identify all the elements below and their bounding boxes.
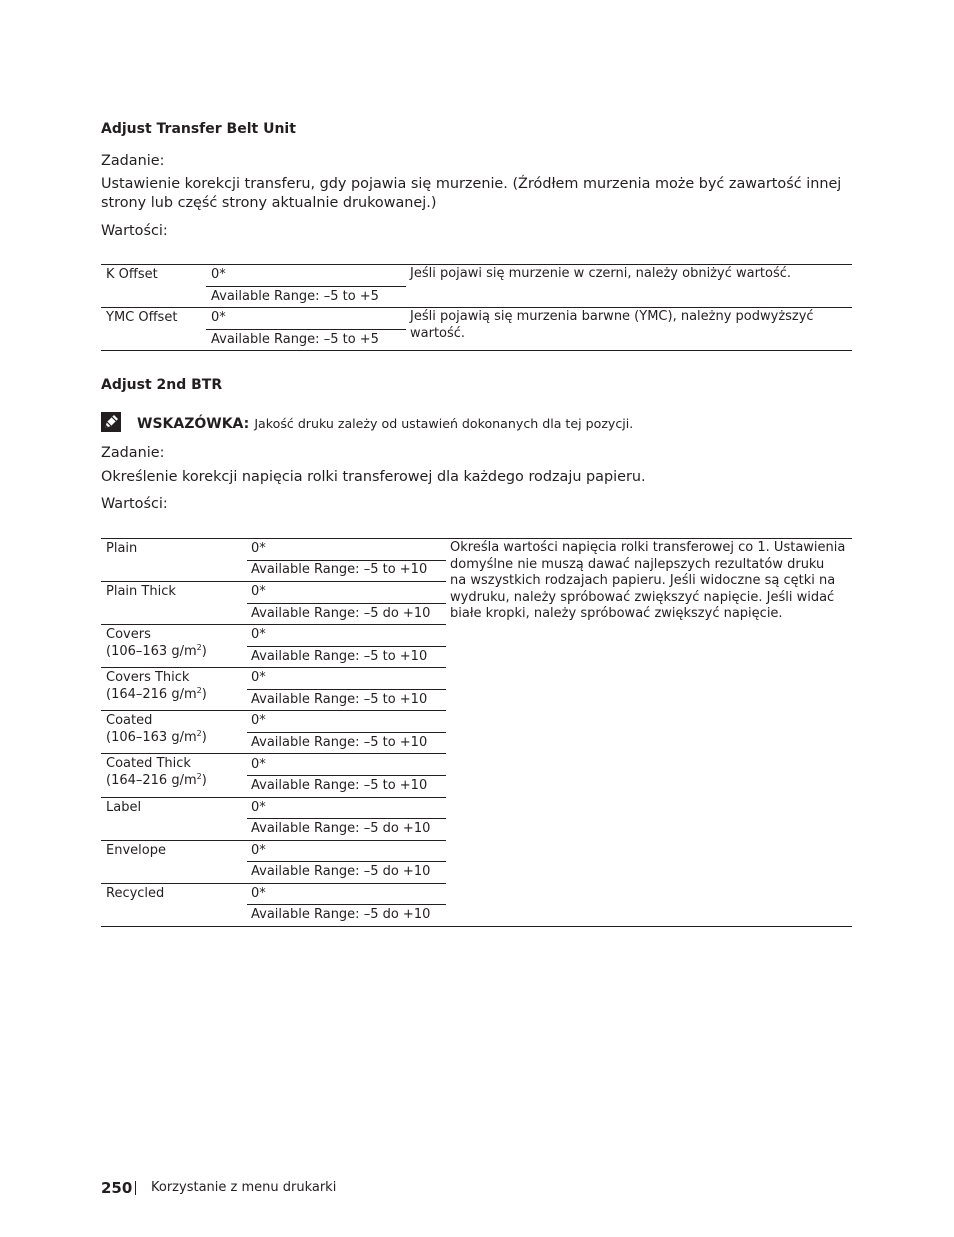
task-label: Zadanie:: [101, 445, 165, 461]
row-default: 0*: [251, 886, 266, 901]
row-divider: [101, 883, 446, 884]
note: [137, 413, 633, 432]
row-name: Covers: [106, 627, 151, 642]
row-name: Label: [106, 800, 142, 815]
row-range: Available Range: –5 do +10: [251, 606, 431, 621]
description-line: białe kropki, należy spróbować zwiększyć napięcie.: [450, 606, 783, 621]
task-label: Zadanie:: [101, 153, 165, 169]
task-text-line1: Ustawienie korekcji transferu, gdy pojawia się murzenie. (Źródłem murzenia może być zawartość innej: [101, 176, 842, 192]
row-name: Plain: [106, 541, 138, 556]
values-label: Wartości:: [101, 223, 168, 239]
row-description-line1: Jeśli pojawią się murzenia barwne (YMC), należny podwyższyć: [410, 309, 814, 324]
row-default: 0*: [211, 310, 226, 325]
row-range: Available Range: –5 to +10: [251, 649, 428, 664]
note-text: Jakość druku zależy od ustawień dokonanych dla tej pozycji.: [254, 416, 634, 431]
row-range: Available Range: –5 to +5: [211, 289, 379, 304]
cell-divider: [206, 286, 406, 287]
footer-section-title: Korzystanie z menu drukarki: [151, 1180, 337, 1195]
table-rule-bottom: [101, 926, 852, 927]
row-default: 0*: [251, 541, 266, 556]
pencil-note-icon: [101, 412, 121, 432]
row-divider: [101, 710, 446, 711]
row-weight: (106–163 $g/m^2$): [106, 729, 207, 745]
row-weight: (164–216 $g/m^2$): [106, 772, 207, 788]
row-description-line2: wartość.: [410, 326, 466, 341]
row-name: K Offset: [106, 267, 158, 282]
row-range: Available Range: –5 do +10: [251, 907, 431, 922]
row-default: 0*: [251, 800, 266, 815]
cell-divider: [247, 732, 446, 733]
row-name: Coated Thick: [106, 756, 191, 771]
footer-divider: [135, 1181, 136, 1195]
row-divider: [101, 667, 446, 668]
task-text-line2: strony lub część strony aktualnie drukowanej.): [101, 195, 437, 211]
cell-divider: [247, 775, 446, 776]
row-name: Recycled: [106, 886, 165, 901]
description-line: wydruku, należy spróbować zwiększyć napięcie. Jeśli widać: [450, 589, 835, 605]
row-range: Available Range: –5 to +10: [251, 735, 428, 750]
table-rule: [101, 307, 852, 308]
row-divider: [101, 624, 446, 625]
row-name: Coated: [106, 713, 153, 728]
row-divider: [101, 581, 446, 582]
row-default: 0*: [211, 267, 226, 282]
row-range: Available Range: –5 do +10: [251, 821, 431, 836]
cell-divider: [247, 818, 446, 819]
row-name: Covers Thick: [106, 670, 190, 685]
table-rule-bottom: [101, 350, 852, 351]
section-title: Adjust Transfer Belt Unit: [101, 121, 296, 137]
values-label: Wartości:: [101, 496, 168, 512]
table-rule-top: [101, 264, 852, 265]
cell-divider: [247, 861, 446, 862]
row-name: Plain Thick: [106, 584, 176, 599]
row-description: Jeśli pojawi się murzenie w czerni, należy obniżyć wartość.: [410, 266, 792, 281]
row-default: 0*: [251, 843, 266, 858]
row-name: YMC Offset: [106, 310, 178, 325]
table-rule-top: [101, 538, 852, 539]
row-name: Envelope: [106, 843, 166, 858]
row-range: Available Range: –5 to +10: [251, 562, 428, 577]
row-default: 0*: [251, 670, 266, 685]
description-line: domyślne nie muszą dawać najlepszych rezultatów druku: [450, 556, 825, 572]
row-default: 0*: [251, 757, 266, 772]
row-default: 0*: [251, 584, 266, 599]
description-line: na wszystkich rodzajach papieru. Jeśli widoczne są cętki na: [450, 573, 836, 588]
task-text: Określenie korekcji napięcia rolki transferowej dla każdego rodzaju papieru.: [101, 469, 646, 485]
cell-divider: [206, 329, 406, 330]
cell-divider: [247, 904, 446, 905]
row-divider: [101, 753, 446, 754]
note-label: WSKAZÓWKA:: [137, 416, 250, 432]
row-divider: [101, 797, 446, 798]
row-range: Available Range: –5 to +5: [211, 332, 379, 347]
row-default: 0*: [251, 627, 266, 642]
cell-divider: [247, 646, 446, 647]
row-range: Available Range: –5 do +10: [251, 864, 431, 879]
row-weight: (164–216 $g/m^2$): [106, 686, 207, 702]
row-default: 0*: [251, 713, 266, 728]
description-line: Określa wartości napięcia rolki transferowej co 1. Ustawienia: [450, 540, 846, 555]
row-divider: [101, 840, 446, 841]
cell-divider: [247, 689, 446, 690]
row-weight: (106–163 $g/m^2$): [106, 643, 207, 659]
row-range: Available Range: –5 to +10: [251, 692, 428, 707]
row-range: Available Range: –5 to +10: [251, 778, 428, 793]
page-number: 250: [101, 1179, 133, 1197]
cell-divider: [247, 603, 446, 604]
section-title: Adjust 2nd BTR: [101, 377, 223, 393]
